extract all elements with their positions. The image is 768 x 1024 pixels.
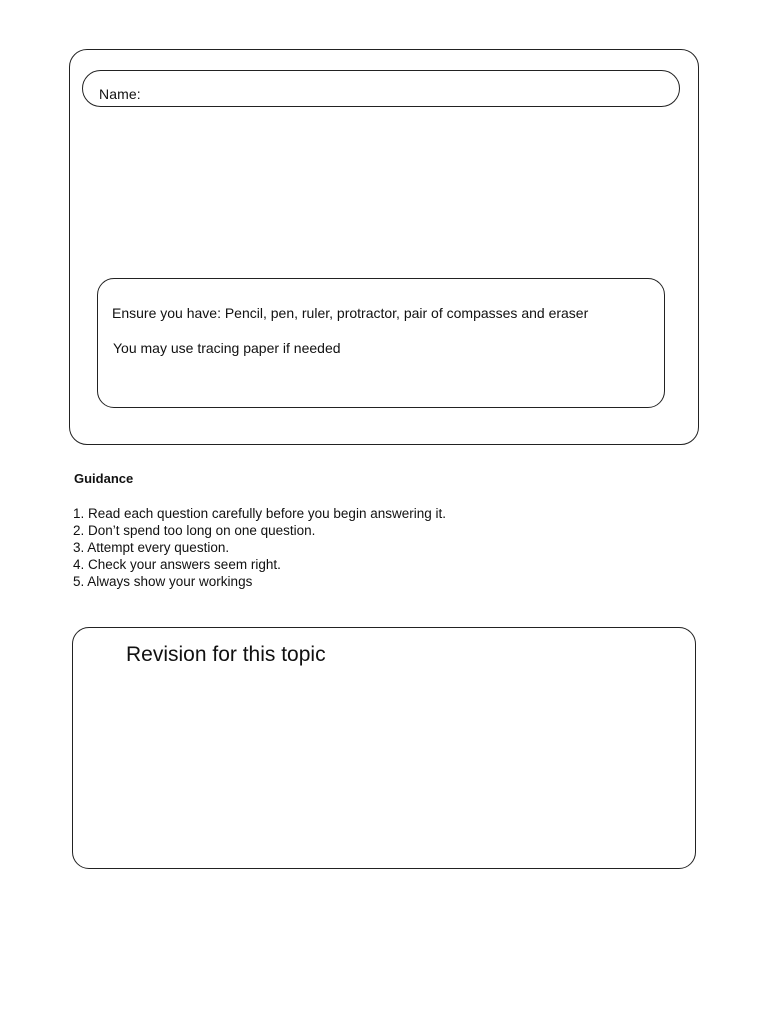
equipment-requirements: Ensure you have: Pencil, pen, ruler, protractor, pair of compasses and eraser (112, 305, 589, 321)
guidance-item: 4. Check your answers seem right. (73, 557, 281, 572)
guidance-item: 3. Attempt every question. (73, 540, 230, 555)
guidance-list (73, 505, 446, 590)
guidance-heading: Guidance (74, 471, 134, 486)
guidance-item: 5. Always show your workings (73, 574, 253, 589)
name-field[interactable] (82, 70, 680, 107)
name-label: Name: (99, 86, 141, 102)
revision-title: Revision for this topic (126, 643, 326, 666)
equipment-box (97, 278, 665, 408)
guidance-item: 1. Read each question carefully before you begin answering it. (73, 506, 446, 521)
guidance-item: 2. Don’t spend too long on one question. (73, 523, 316, 538)
revision-box (72, 627, 696, 869)
tracing-paper-note: You may use tracing paper if needed (113, 340, 341, 356)
